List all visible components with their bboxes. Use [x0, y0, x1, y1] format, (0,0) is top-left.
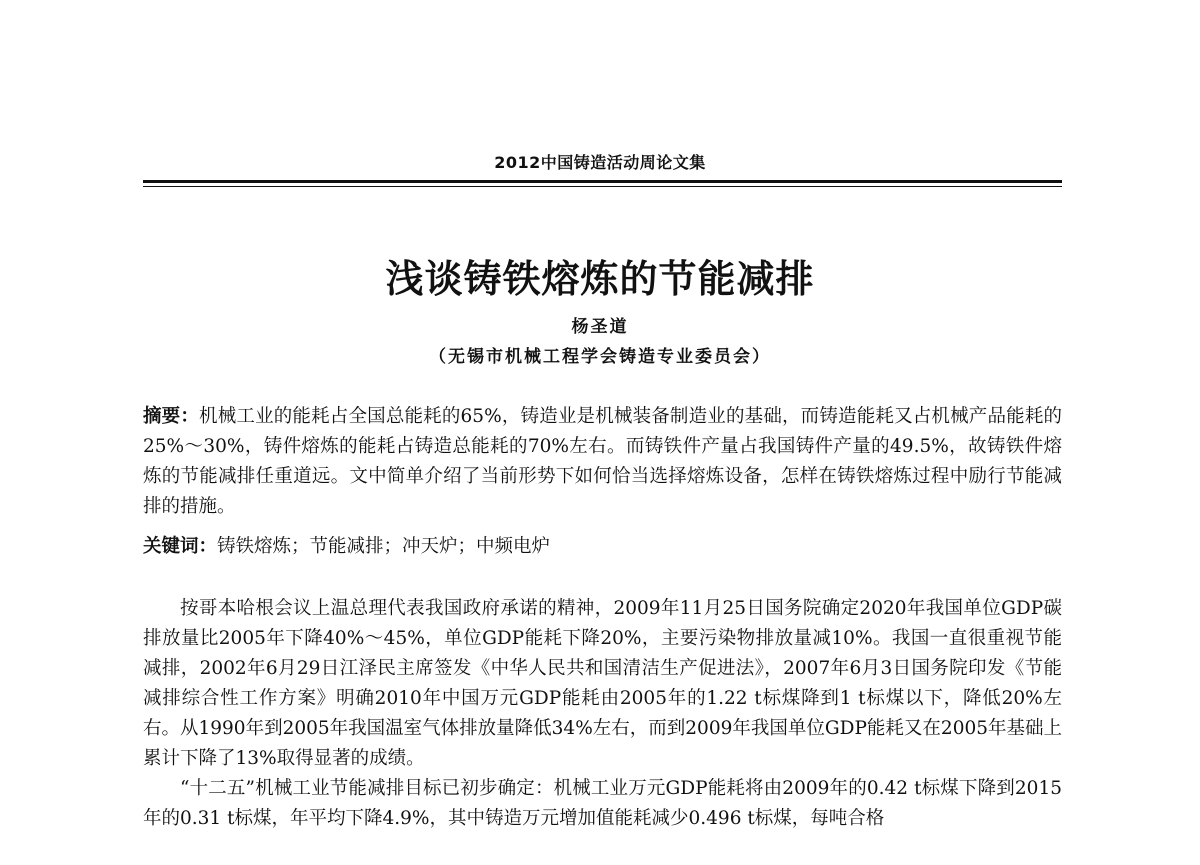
article-title: 浅谈铸铁熔炼的节能减排 — [385, 257, 815, 301]
header-rule-thin — [143, 186, 1062, 187]
author-name: 杨圣道 — [571, 317, 629, 337]
body-paragraph: “十二五”机械工业节能减排目标已初步确定：机械工业万元GDP能耗将由2009年的0.42 t标煤下降到2015年的0.31 t标煤，年平均下降4.9%，其中铸造万元增加值能耗减少0.496 t标煤，每吨合格 — [143, 778, 1062, 829]
running-header: 2012中国铸造活动周论文集 — [494, 153, 706, 172]
keywords-text: 铸铁熔炼；节能减排；冲天炉；中频电炉 — [217, 536, 551, 557]
abstract-label: 摘要： — [143, 406, 200, 427]
author-affiliation: （无锡市机械工程学会铸造专业委员会） — [429, 347, 771, 367]
abstract-text: 机械工业的能耗占全国总能耗的65%，铸造业是机械装备制造业的基础，而铸造能耗又占机械产品能耗的25%～30%，铸件熔炼的能耗占铸造总能耗的70%左右。而铸铁件产量占我国铸件产量的49.5%，故铸铁件熔炼的节能减排任重道远。文中简单介绍了当前形势下如何恰当选择熔炼设备，怎样在铸铁熔炼过程中励行节能减排的措施。 — [143, 406, 1062, 517]
abstract — [143, 402, 1062, 522]
body-text — [143, 594, 1062, 834]
body-paragraph: 按哥本哈根会议上温总理代表我国政府承诺的精神，2009年11月25日国务院确定2020年我国单位GDP碳排放量比2005年下降40%～45%，单位GDP能耗下降20%，主要污染物排放量减10%。我国一直很重视节能减排，2002年6月29日江泽民主席签发《中华人民共和国清洁生产促进法》，2007年6月3日国务院印发《节能减排综合性工作方案》明确2010年中国万元GDP能耗由2005年的1.22 t标煤降到1 t标煤以下，降低20%左右。从1990年到2005年我国温室气体排放量降低34%左右，而到2009年我国单位GDP能耗又在2005年基础上累计下降了13%取得显著的成绩。 — [143, 598, 1063, 769]
keywords-label: 关键词： — [143, 536, 218, 557]
keywords — [143, 532, 1062, 562]
header-rule-thick — [143, 180, 1062, 183]
